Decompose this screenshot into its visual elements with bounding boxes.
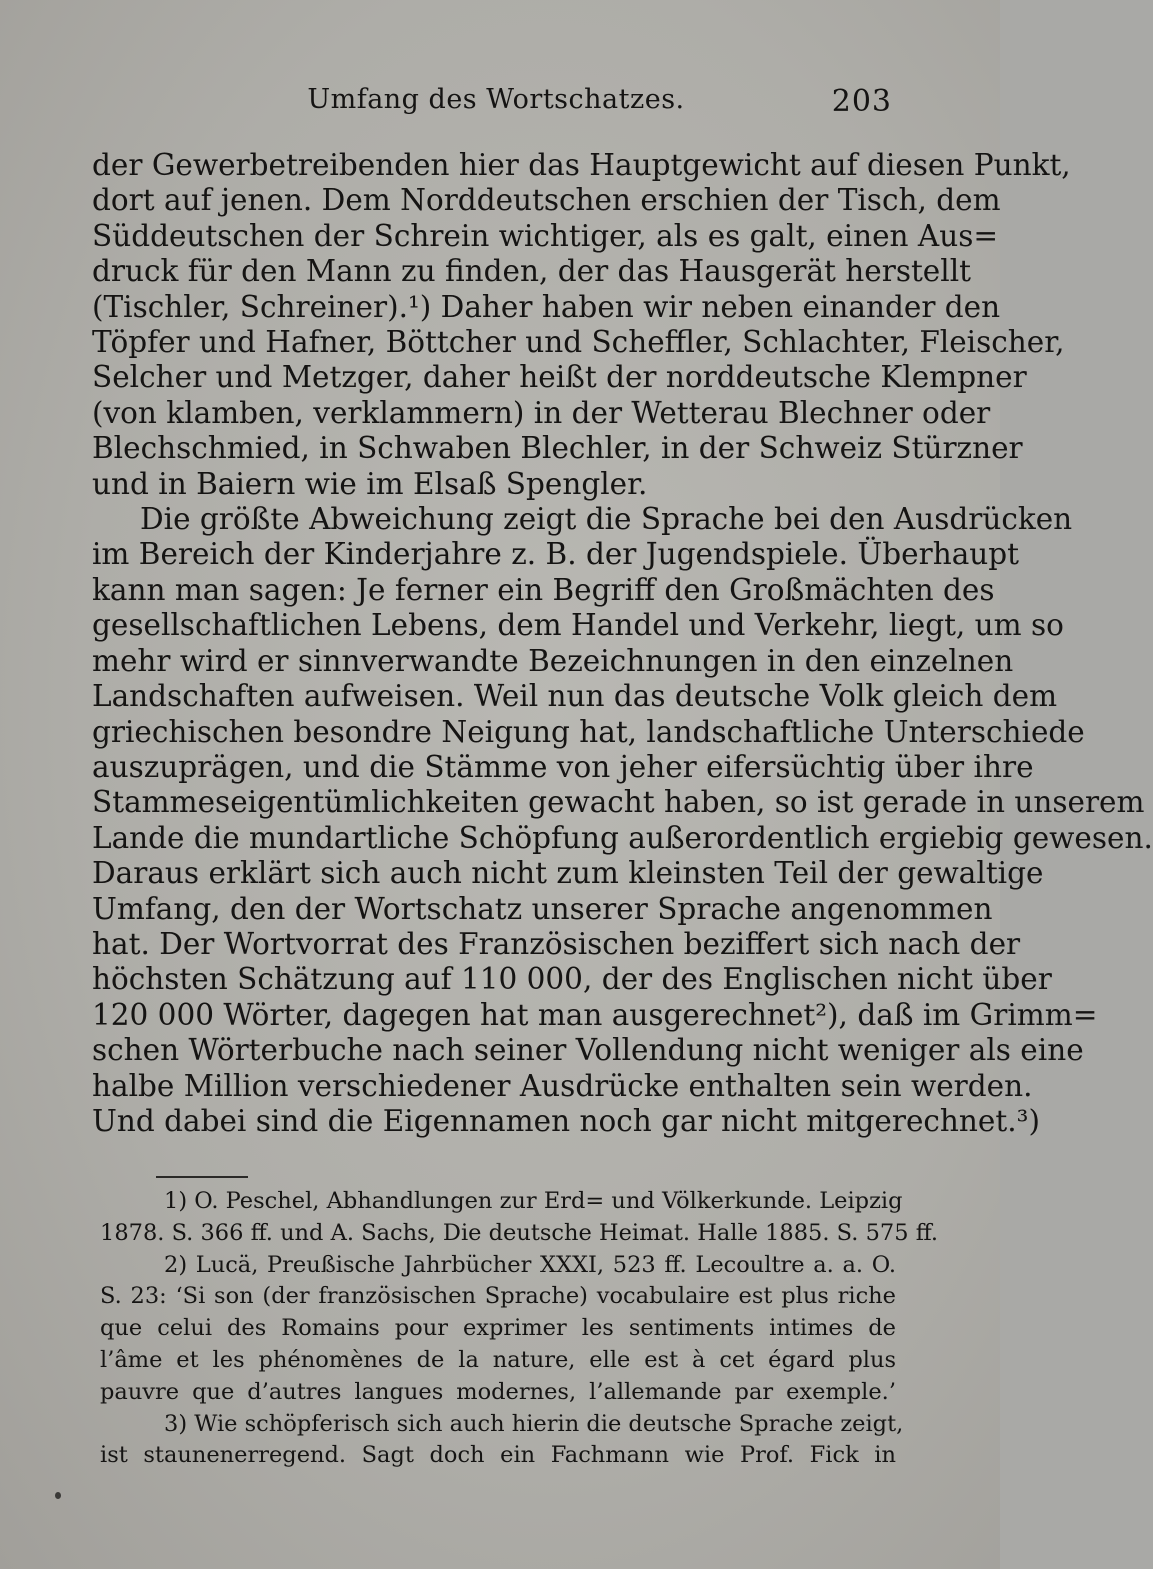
text-line: Landschaften aufweisen. Weil nun das deutsche Volk gleich dem [92, 679, 1058, 714]
footnote-line: 1878. S. 366 ff. und A. Sachs, Die deutsche Heimat. Halle 1885. S. 575 ff. [100, 1219, 939, 1246]
footnote-line: ist staunenerregend. Sagt doch ein Fachmann wie Prof. Fick in [100, 1442, 896, 1469]
page-number: 203 [831, 84, 892, 119]
footnote-line: que celui des Romains pour exprimer les sentiments intimes de [100, 1315, 896, 1342]
text-line: dort auf jenen. Dem Norddeutschen erschien der Tisch, dem [92, 183, 1001, 218]
text-line: Und dabei sind die Eigennamen noch gar nicht mitgerechnet.³) [92, 1103, 1040, 1138]
text-line: Lande die mundartliche Schöpfung außerordentlich ergiebig gewesen. [92, 820, 1153, 855]
footnote-line: S. 23: ‘Si son (der französischen Sprache) vocabulaire est plus riche [100, 1283, 896, 1310]
text-line: Blechschmied, in Schwaben Blechler, in der Schweiz Stürzner [92, 431, 1023, 466]
footnotes [100, 1186, 939, 1472]
text-line: Umfang, den der Wortschatz unserer Sprache angenommen [92, 891, 993, 926]
text-line: und in Baiern wie im Elsaß Spengler. [92, 466, 648, 501]
page-header [100, 84, 892, 124]
ink-speck [55, 1492, 61, 1499]
footnote-line: 3) Wie schöpferisch sich auch hierin die deutsche Sprache zeigt, [164, 1410, 904, 1437]
text-line: gesellschaftlichen Lebens, dem Handel und Verkehr, liegt, um so [92, 608, 1064, 643]
text-line: Selcher und Metzger, daher heißt der norddeutsche Klempner [92, 360, 1027, 395]
text-line: höchsten Schätzung auf 110 000, der des Englischen nicht über [92, 962, 1052, 997]
text-line: (von klamben, verklammern) in der Wetterau Blechner oder [92, 395, 991, 430]
footnote-line: pauvre que d’autres langues modernes, l’allemande par exemple.’ [100, 1378, 896, 1405]
footnote-line: l’âme et les phénomènes de la nature, elle est à cet égard plus [100, 1346, 896, 1373]
text-line: Stammeseigentümlichkeiten gewacht haben, so ist gerade in unserem [92, 785, 1145, 820]
text-line: auszuprägen, und die Stämme von jeher eifersüchtig über ihre [92, 749, 1034, 784]
text-line: im Bereich der Kinderjahre z. B. der Jugendspiele. Überhaupt [92, 537, 1020, 572]
text-line: kann man sagen: Je ferner ein Begriff den Großmächten des [92, 572, 995, 607]
text-line: hat. Der Wortvorrat des Französischen beziffert sich nach der [92, 926, 1021, 961]
text-line: griechischen besondre Neigung hat, landschaftliche Unterschiede [92, 714, 1085, 749]
footnote-divider [156, 1176, 248, 1178]
text-line: (Tischler, Schreiner).¹) Daher haben wir neben einander den [92, 289, 1001, 324]
text-line: schen Wörterbuche nach seiner Vollendung nicht weniger als eine [92, 1033, 1084, 1068]
text-line: der Gewerbetreibenden hier das Hauptgewicht auf diesen Punkt, [92, 148, 1071, 182]
text-line: druck für den Mann zu finden, der das Hausgerät herstellt [92, 254, 971, 289]
text-line: halbe Million verschiedener Ausdrücke enthalten sein werden. [92, 1068, 1033, 1103]
text-line: 120 000 Wörter, dagegen hat man ausgerechnet²), daß im Grimm= [92, 997, 1098, 1032]
running-title: Umfang des Wortschatzes. [307, 84, 685, 115]
text-line: Die größte Abweichung zeigt die Sprache bei den Ausdrücken [140, 502, 1073, 537]
footnote-line: 1) O. Peschel, Abhandlungen zur Erd= und Völkerkunde. Leipzig [164, 1188, 903, 1214]
main-text [92, 148, 1153, 1139]
text-line: Töpfer und Hafner, Böttcher und Scheffler, Schlachter, Fleischer, [92, 325, 1065, 360]
footnote-line: 2) Lucä, Preußische Jahrbücher XXXI, 523 ff. Lecoultre a. a. O. [164, 1251, 896, 1278]
text-line: Süddeutschen der Schrein wichtiger, als es galt, einen Aus= [92, 218, 999, 253]
text-line: Daraus erklärt sich auch nicht zum kleinsten Teil der gewaltige [92, 856, 1044, 891]
text-line: mehr wird er sinnverwandte Bezeichnungen in den einzelnen [92, 643, 1014, 678]
